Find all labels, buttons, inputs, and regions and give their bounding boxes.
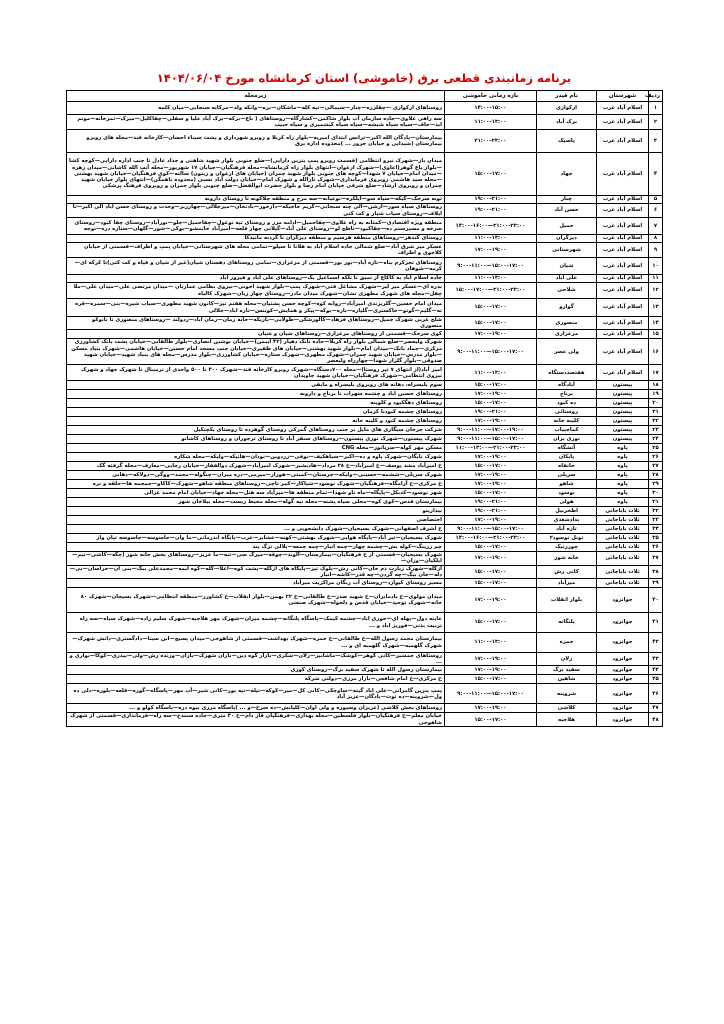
row-number: ۱: [649, 102, 663, 115]
row-number: ۲۵: [649, 444, 663, 453]
city-cell: پاوه: [597, 453, 649, 462]
time-cell: ۱۷:۰۰-۱۹:۰۰: [445, 666, 537, 675]
time-cell: ۱۹:۰۰-۲۱:۰۰: [445, 507, 537, 516]
table-row: [67, 102, 663, 115]
city-cell: اسلام آباد غرب: [597, 275, 649, 283]
area-cell: خ امیرآباد مشد یوسف—خ امیرآباد—خ ۲۸ مرداد—هادیشیر—شهرک امیرآباد—شهرک ذوالفقار—خیابان رجایی—معارف—محله گرفته گک: [67, 462, 445, 471]
row-number: ۳۳: [649, 516, 663, 525]
time-cell: ۱۵:۰۰-۱۷:۰۰: [445, 153, 537, 196]
table-row: [67, 613, 663, 633]
time-cell: ۱۵:۰۰-۱۷:۰۰: [445, 462, 537, 471]
feeder-cell: ده کبود: [537, 399, 597, 408]
area-cell: میدان باز—شهرک نیرو انتظامی (قسمت روبرو پمپ بنزین دارایی)—ضلع جنوبی بلوار شهید شاهنی و حداد عادل تا جنب اداره دارایی—کوچه کشا—بلوار باغ گوهر(اعاوی)—شهرک ارغوان—انتهای بلوار راه کرمانشاه—محله فرهنگیان—خیابان ۱۷ شهریور—محله آیت الله کاشانی—میدان زهره—میدان امام—خیابان ۷ شهدا—کوچه های جنوبی بلوار شهید چمران (خیابان های ارغوان و زیتون) سالنه—کوی فرهنگیان—خیابان شهید بهشتی—محله سید هاشمی روبروی فرمانداری—شهرک ثارالله و شهرک امام—خیابان دولت آباد نسبی (محدوده ناهمگن)—انتهای بلوار خیابان شهید چمران و روبروی ارشاد—ضلع شرقی خیابان امام رضا و بلوار حضرت ابوالفضل—ضلع جنوبی بلوار جمران و روبروی فرهنگ پرشکی: [67, 153, 445, 196]
city-cell: اسلام آباد غرب: [597, 204, 649, 218]
city-cell: اسلام آباد غرب: [597, 243, 649, 258]
row-number: ۲۶: [649, 453, 663, 462]
row-number: ۲۷: [649, 462, 663, 471]
city-cell: جوانرود: [597, 675, 649, 684]
feeder-cell: آتشگاه: [537, 444, 597, 453]
row-number: ۴۰: [649, 588, 663, 613]
table-row: [67, 299, 663, 317]
table-row: [67, 435, 663, 444]
feeder-cell: چنار: [537, 196, 597, 204]
city-cell: جوانرود: [597, 613, 649, 633]
feeder-cell: هلاجیه: [537, 713, 597, 726]
city-cell: اسلام آباد غرب: [597, 317, 649, 330]
city-cell: جوانرود: [597, 666, 649, 675]
table-row: [67, 471, 663, 480]
time-cell: ۱۹:۰۰-۲۱:۰۰: [445, 204, 537, 218]
row-number: ۵: [649, 196, 663, 204]
time-cell: ۱۱:۰۰-۱۳:۰۰: [445, 275, 537, 283]
city-cell: جوانرود: [597, 653, 649, 666]
city-cell: اسلام آباد غرب: [597, 102, 649, 115]
table-row: [67, 675, 663, 684]
row-number: ۱۳: [649, 299, 663, 317]
table-row: [67, 196, 663, 204]
city-cell: ثلاث باباجانی: [597, 579, 649, 588]
row-number: ۴۳: [649, 653, 663, 666]
row-number: ۴۷: [649, 704, 663, 713]
row-number: ۴۶: [649, 684, 663, 704]
row-number: ۴: [649, 153, 663, 196]
table-row: [67, 489, 663, 498]
area-cell: بیمارستان—پادگان الله اکبر—ترانس ابتدای امیریه—بلوار راه کربلا و روبرو شهرداری و پشت سیناء احسان—کارخانه قند—محله های روبرو بیمارستان (شیدایی و خیابان حرور ... )محدوده اداره برق: [67, 130, 445, 153]
row-number: ۳۲: [649, 507, 663, 516]
table-row: [67, 408, 663, 417]
area-cell: شلخ غربی شهرک جمیل—روستاهای فرهاد—کالورشکن—طولابی—بازیکه—خانه زمان—زمان اباد—ردولند —روستاهای منصوری تا تانوکو منصوری: [67, 317, 445, 330]
area-cell: میدان امام حسین—گلریزندی امیرآباد—روانه کوه—کوچه حسن پشتیان—محله هفتم تیر—کانون شهید مطهری—سیاب شیره—بنی—سمره—قره ته—گلیم—گوتو—خاکستری—گلپاره—بازه—بوکه—پیکر و همایش—کوتنس—تازه اباد—جلالی: [67, 299, 445, 317]
area-cell: روستای کندهر—روستاهای منطقه هرسیم و منطقه دیزگران تا گردنه مانیدکا: [67, 235, 445, 243]
feeder-cell: پایکان: [537, 453, 597, 462]
feeder-cell: خانقاه: [537, 462, 597, 471]
outage-schedule-table: [66, 90, 663, 727]
row-number: ۱۵: [649, 330, 663, 339]
feeder-cell: جهاد: [537, 153, 597, 196]
row-number: ۱۱: [649, 275, 663, 283]
feeder-cell: تونل نوسود۲: [537, 534, 597, 543]
table-row: [67, 317, 663, 330]
area-cell: سوم بلیسراه، دهانه های روبروی بلیسراه و مابقی: [67, 381, 445, 390]
city-cell: ثلاث باباجانی: [597, 565, 649, 578]
area-cell: شهرک پیستون—شهرک نوری پیستون—روستاهای سنقر آباد تا روستای ترجوران و روستاهای کاشانو: [67, 435, 445, 444]
table-row: [67, 534, 663, 543]
row-number: ۴۴: [649, 666, 663, 675]
feeder-cell: بدادشغدی: [537, 516, 597, 525]
table-row: [67, 275, 663, 283]
area-cell: بیمارستان قدس—کوی کوه—محلی سیاه پشته—محله تپه گوله—محله محیط زیست—محله بیلاخان شهر: [67, 498, 445, 507]
row-number: ۱۶: [649, 339, 663, 365]
time-cell: ۱۷:۰۰-۱۹:۰۰: [445, 516, 537, 525]
city-cell: اسلام آباد غرب: [597, 130, 649, 153]
time-cell: ۹:۰۰-۱۱:۰۰—۱۵:۰۰-۱۷:۰۰: [445, 258, 537, 275]
feeder-cell: حمزه: [537, 633, 597, 653]
area-cell: امیر آباد(از انتهای ۷ تیر روستا)—محله ۷۰۰دستگاه—شهرک روبرو کارخانه قند—شهرک ۴۰۰ تا ۵۰۰ واحدی از ترمینال تا شهرک جهاد و شهرک نیروی انتظامی—شهرک فرهنگیان—خیابان شهید جاویدان: [67, 365, 445, 381]
table-row: [67, 339, 663, 365]
time-cell: ۱۹:۰۰-۲۱:۰۰: [445, 196, 537, 204]
city-cell: اسلام آباد غرب: [597, 196, 649, 204]
time-cell: ۱۵:۰۰-۱۷:۰۰: [445, 399, 537, 408]
table-row: [67, 684, 663, 704]
table-row: [67, 462, 663, 471]
area-cell: خ اشرف اصفهانی—شهرک بسیجیان—شهرک دانشجویی و ...: [67, 525, 445, 534]
feeder-cell: ولی عصر: [537, 339, 597, 365]
table-row: [67, 704, 663, 713]
area-cell: روستاهای چشمه کبودنا کرمان: [67, 408, 445, 417]
city-cell: اسلام آباد غرب: [597, 299, 649, 317]
table-row: [67, 444, 663, 453]
city-cell: ثلاث باباجانی: [597, 516, 649, 525]
time-cell: ۱۹:۰۰-۲۱:۰۰: [445, 408, 537, 417]
table-row: [67, 653, 663, 666]
table-row: [67, 365, 663, 381]
table-row: [67, 243, 663, 258]
city-cell: اسلام آباد غرب: [597, 235, 649, 243]
row-number: ۳۶: [649, 543, 663, 552]
area-cell: عاینه دول—بهله ای—حوری اباد—چشمه کیمک—پاسگاه پلنگانه—چشمه میران—شهرک مهر هلاجیه—شهرک سلیم زاده—شهرک سیاه—سه راه تربیت بدنی—فوریژ اباد و ...: [67, 613, 445, 633]
row-number: ۳۱: [649, 498, 663, 507]
table-row: [67, 115, 663, 130]
time-cell: ۹:۰۰-۱۱:۰۰—۱۵:۰۰-۱۷:۰۰: [445, 525, 537, 534]
city-cell: ثلاث باباجانی: [597, 543, 649, 552]
row-number: ۸: [649, 235, 663, 243]
time-cell: ۱۱:۰۰-۱۳:۰۰: [445, 115, 537, 130]
city-cell: ثلاث باباجانی: [597, 534, 649, 543]
area-cell: شرکت جرخان سیگاری های مایل بر جنب روستاهای گمرکی روستای گوهرده تا روستای بکچنکیل: [67, 426, 445, 435]
feeder-cell: حمیل: [537, 218, 597, 235]
header-area: زیرمجله: [67, 91, 445, 102]
city-cell: پیستون: [597, 426, 649, 435]
header-num: ردیف: [649, 91, 663, 102]
table-row: [67, 258, 663, 275]
city-cell: ثلاث باباجانی: [597, 507, 649, 516]
table-row: [67, 204, 663, 218]
feeder-cell: شاهین: [537, 675, 597, 684]
time-cell: ۹:۰۰-۱۱:۰۰—۱۷:۰۰-۱۹:۰۰: [445, 426, 537, 435]
row-number: ۶: [649, 204, 663, 218]
feeder-cell: هولی: [537, 498, 597, 507]
feeder-cell: زلان: [537, 653, 597, 666]
time-cell: ۱۵:۰۰-۱۷:۰۰: [445, 675, 537, 684]
time-cell: ۱۷:۰۰-۱۹:۰۰: [445, 480, 537, 489]
table-row: [67, 565, 663, 578]
row-number: ۳۴: [649, 525, 663, 534]
row-number: ۴۵: [649, 675, 663, 684]
feeder-cell: دیزگران: [537, 235, 597, 243]
area-cell: روستاهای بخش کلاشی (عزیزان وسیوره و ولی اوان—کلپانش—ده سرخ—و ... )پاسگاه مرزی بیوه دره—پاسگاه کولو و ...: [67, 704, 445, 713]
city-cell: اسلام آباد غرب: [597, 283, 649, 299]
time-cell: ۱۵:۰۰-۱۷:۰۰: [445, 579, 537, 588]
feeder-cell: منصوری: [537, 317, 597, 330]
city-cell: جوانرود: [597, 713, 649, 726]
feeder-cell: شروینه: [537, 684, 597, 704]
city-cell: اسلام آباد غرب: [597, 339, 649, 365]
city-cell: اسلام آباد غرب: [597, 365, 649, 381]
time-cell: ۱۵:۰۰-۱۷:۰۰: [445, 299, 537, 317]
time-cell: ۱۵:۰۰-۱۷:۰۰: [445, 613, 537, 633]
feeder-cell: کلاشی: [537, 704, 597, 713]
time-cell: ۱۵:۰۰-۱۷:۰۰: [445, 713, 537, 726]
city-cell: پاوه: [597, 489, 649, 498]
feeder-cell: میرآباد: [537, 579, 597, 588]
area-cell: شهرک ولیعصر—ضلع شمالی بلوار راه کربلا—جاده تانک دهیار (۴۲ ایبمن)—خیابان نوشین انصاری—بلوار طالقانی—خیابان پشت بانک کشاورزی مرکزی—جماد بانک—میدان امام—بلوار شهید بهشتی—خیابان های ظفیری—خیابان جنب مسجد امام حسین—خیابان هاشمی—شهرک بنیاد مسکن—بلوار مدرس—خیابان شهید چمران—شهرک مطهری—شهرک ستاره—خیابان کشاورزی—بلوار مدرس—محله های بنیاد شهید—خیابان شهید صدوقی—بلوار گلزار شهدا—چهارراه ولیعصر: [67, 339, 445, 365]
city-cell: اسلام آباد غرب: [597, 153, 649, 196]
schedule-page: [66, 66, 662, 727]
time-cell: ۱۵:۰۰-۱۷:۰۰: [445, 565, 537, 578]
area-cell: بیمارستان محمد رسول الله—خ طالقانی—خ حمزه—شهرک بهداشت—قسمتی از شاهوجی—میدان پسیج—ابن سینا—دادگستری—دانش شهرک—شهرک گلهمبه—شهرک گلهمبه ای و ...: [67, 633, 445, 653]
area-cell: پمپ بنزین گامرانی—علی اباد گیته—ساوجکی—کانی کل—میر—کوکه—تیله—تپه بور—کانی شیر—آب مهر—پاسگاه—گوره—قلعه—بلوره—دلی ده ول—شروینه—ده توت—بادگان—عزیز آباد: [67, 684, 445, 704]
city-cell: ثلاث باباجانی: [597, 525, 649, 534]
feeder-cell: سرپلی: [537, 471, 597, 480]
time-cell: ۱۱:۰۰-۱۳:۰۰—۲۱:۰۰-۲۳:۰۰: [445, 444, 537, 453]
feeder-cell: اطخربیل: [537, 507, 597, 516]
time-cell: ۱۱:۰۰-۱۳:۰۰: [445, 633, 537, 653]
table-row: [67, 426, 663, 435]
area-cell: روستاهای ارکوازی —چقلرزه—چنار—سیمالی—تپه کله—ماشکان—بزه—وانکه ولد—مرکانه سنجابی—میان کلمه: [67, 102, 445, 115]
table-row: [67, 330, 663, 339]
city-cell: پیستون: [597, 390, 649, 399]
time-cell: ۱۷:۰۰-۱۹:۰۰: [445, 704, 537, 713]
feeder-cell: شیان: [537, 258, 597, 275]
area-cell: شهرک بسیجیان—تیر آباد—پایگاه هوایی—شهرک بهشتی—کهنه—عشایر—غرب—پایگاه اندرمانی—ما وان—جاسوسه—جاسوسه تپان وار: [67, 534, 445, 543]
feeder-cell: بلوار انقلاب: [537, 588, 597, 613]
time-cell: ۱۷:۰۰-۱۹:۰۰: [445, 417, 537, 426]
feeder-cell: کانی رش: [537, 565, 597, 578]
city-cell: پیستون: [597, 399, 649, 408]
area-cell: تونه سرخک—گیکه—سیاه سو—ایلکره—نوعیانه—سه مرج و منطقه چلاکونه تا روستای دارونه: [67, 196, 445, 204]
feeder-cell: کلیبه خانه: [537, 417, 597, 426]
area-cell: خ مرکزی—خ امام شافعی—بازار مرزی—دولتی شرکه: [67, 675, 445, 684]
area-cell: روستاهای سیاه سور—ارشن—آلی چنه سنجابی—گریم حاجیکه—دارخور—بادنحان—میرجلالی—چهارزبر—وحدت و روستای حسن آباد آلی اکبر—تا ایلاف—روستای سیاب شیار و کت کتی: [67, 204, 445, 218]
row-number: ۲۹: [649, 480, 663, 489]
area-cell: روستاهای حسین اباد و چشمه سهراب تا برناج و دارونه: [67, 390, 445, 399]
table-row: [67, 633, 663, 653]
city-cell: پاوه: [597, 444, 649, 453]
table-row: [67, 713, 663, 726]
area-cell: خ مرکزی—خ آرامگاه—فرهنگیان—شهرک نوسود—شیاکار—کمر تاچی—روستاهای منطقه شاهو—شهرک—کاکاو—جمجمه ها—حلقه و نره: [67, 480, 445, 489]
time-cell: ۱۵:۰۰-۱۷:۰۰: [445, 381, 537, 390]
time-cell: ۱۷:۰۰-۱۹:۰۰: [445, 653, 537, 666]
row-number: ۲۲: [649, 417, 663, 426]
row-number: ۴۲: [649, 633, 663, 653]
city-cell: جوانرود: [597, 704, 649, 713]
time-cell: ۲۱:۰۰-۲۳:۰۰: [445, 130, 537, 153]
time-cell: ۱۱:۰۰-۱۳:۰۰: [445, 235, 537, 243]
area-cell: روستاهای تجرکرم بناه—تازه آباد—بور بور—قسمتی از مرغزاری—تمامی روستاهای دهستان شیان(غیر از شیان و فیاه و کت کتی)تا کرکه ای—کرمه—شوهان: [67, 258, 445, 275]
row-number: ۷: [649, 218, 663, 235]
feeder-cell: نوزی بران: [537, 435, 597, 444]
row-number: ۳۰: [649, 489, 663, 498]
header-feeder: نام فیدر: [537, 91, 597, 102]
time-cell: ۱۵:۰۰-۱۷:۰۰: [445, 543, 537, 552]
time-cell: ۱۴:۰۰-۱۶:۰۰—۲۱:۰۰-۲۳:۰۰: [445, 534, 537, 543]
row-number: ۲۴: [649, 435, 663, 444]
row-number: ۱۴: [649, 317, 663, 330]
city-cell: اسلام آباد غرب: [597, 218, 649, 235]
table-row: [67, 507, 663, 516]
area-cell: بدره ای—عسکر میر لیر—شهرک مشاغل فنی—شهرک پمپ—بلوار شهید اخونی—نیروی نظامی عمارتان —میدان مرتضی علی—میدان علی—ملا چفل—محله های شهرک مطهری نشان—شهرک میدان مادر—روستای چهار زبان—شهرک کالیاه: [67, 283, 445, 299]
table-row: [67, 390, 663, 399]
table-row: [67, 525, 663, 534]
feeder-cell: تازه آباد: [537, 525, 597, 534]
row-number: ۲۰: [649, 399, 663, 408]
city-cell: پاوه: [597, 462, 649, 471]
city-cell: جوانرود: [597, 633, 649, 653]
time-cell: ۱۷:۰۰-۱۹:۰۰: [445, 453, 537, 462]
feeder-cell: برناج: [537, 390, 597, 399]
table-row: [67, 516, 663, 525]
row-number: ۱۷: [649, 365, 663, 381]
city-cell: پاوه: [597, 471, 649, 480]
time-cell: ۱۷:۰۰-۱۹:۰۰: [445, 330, 537, 339]
table-row: [67, 130, 663, 153]
city-cell: اسلام آباد غرب: [597, 330, 649, 339]
area-cell: بیمارستان رسول الله تا شهرک سفید برگ—روستای کوری: [67, 666, 445, 675]
table-header-row: [67, 91, 663, 102]
area-cell: روستاهای دهگکبود و کلوینه: [67, 399, 445, 408]
feeder-cell: خانه شور: [537, 552, 597, 565]
time-cell: ۱۷:۰۰-۱۹:۰۰: [445, 390, 537, 399]
row-number: ۲: [649, 115, 663, 130]
time-cell: ۱۴:۰۰-۱۶:۰۰—۲۱:۰۰-۲۳:۰۰: [445, 218, 537, 235]
time-cell: ۱۷:۰۰-۱۹:۰۰: [445, 552, 537, 565]
time-cell: ۹:۰۰-۱۱:۰۰—۱۵:۰۰-۱۷:۰۰: [445, 339, 537, 365]
feeder-cell: نوسود: [537, 489, 597, 498]
time-cell: ۱۴:۰۰-۱۵:۰۰: [445, 102, 537, 115]
row-number: ۳: [649, 130, 663, 153]
city-cell: جوانرود: [597, 684, 649, 704]
table-row: [67, 235, 663, 243]
area-cell: شهرک بایگان—شهرک پاوه و ده—اکبر—سیاهکیف—نوفی—زردوین—نودان—هانیکه—ولیکه—محله شکاره: [67, 453, 445, 462]
table-row: [67, 453, 663, 462]
table-row: [67, 480, 663, 489]
table-row: [67, 666, 663, 675]
area-cell: ازگله—شهرک زیارت ذم خان—کانی رش—بلوک تیز—پایگاه های ازگله—پشت کوه—اعلا—گله—کوه ایمه—محمدعلی بیگ—بنی آن—خراسان—بی—دله—خان بیگ—چه گردن—چه قدر—کاشه—انبار: [67, 565, 445, 578]
feeder-cell: روستائی: [537, 408, 597, 417]
row-number: ۱۲: [649, 283, 663, 299]
area-cell: جاده اسلام آباد به کاکاع از تمیق تا تلکه اسماعیل بک—روستاهای علی آباد و فیروز آباد: [67, 275, 445, 283]
feeder-cell: شهرستانی: [537, 243, 597, 258]
area-cell: اختصاصی: [67, 516, 445, 525]
row-number: ۳۵: [649, 534, 663, 543]
area-cell: چم زرینگ—کوله بش—چشمه چهار—چمه انبار—چمه جمعه—بلالی ترگ بند: [67, 543, 445, 552]
time-cell: ۱۵:۰۰-۱۷:۰۰—۲۱:۰۰-۲۳:۰۰: [445, 283, 537, 299]
table-row: [67, 153, 663, 196]
time-cell: ۱۷:۰۰-۱۹:۰۰: [445, 471, 537, 480]
area-cell: شهرک بسیجیان—قسمتی از خ فرهنگیان—بیمارستان—آلوند—چوقه—میرگ سی—تنه—ما عزیز—روستاهای بخش خانه شور (جگه—کاشی—نیم—ایلکیان—وزان—: [67, 552, 445, 565]
time-cell: ۱۵:۰۰-۱۷:۰۰: [445, 317, 537, 330]
feeder-cell: کماجبیاب: [537, 426, 597, 435]
area-cell: مسیر روستای کیوارد—روستای آب زنگان مراکزیت میرآباد: [67, 579, 445, 588]
row-number: ۳۷: [649, 552, 663, 565]
area-cell: منطقه ویژه اقتصادی—کمتانه به راه علاوی—چقاحمیل—ادامه مرز و روستای تپه نوغول—چقاحمیل—جلو—نورآباد—روستای چقا کبود—روستای سرخه و مسیرستم ده—چقاکبود—ناطح لو—روستای علی آباد—گیلانی چهار قلعه—امیرآباد خاتمشو—بوکی—شور—گلهان—ستاره دره—نوجه: [67, 218, 445, 235]
header-city: شهرستان: [597, 91, 649, 102]
feeder-cell: شلاحی: [537, 283, 597, 299]
city-cell: پیستون: [597, 408, 649, 417]
area-cell: خیابان معلم—خ فرهنگیان—بلوار فلسطین—محله بهداری—فرهنگیان قاز دام—خ ۴۰ متری—جاده سنندج—سه راه—فرمانداری—قسمتی از شهرک شاهوجی: [67, 713, 445, 726]
time-cell: ۱۵:۰۰-۱۷:۰۰: [445, 489, 537, 498]
row-number: ۲۸: [649, 471, 663, 480]
city-cell: اسلام آباد غرب: [597, 258, 649, 275]
row-number: ۱۹: [649, 390, 663, 399]
feeder-cell: حسن آباد: [537, 204, 597, 218]
feeder-cell: چوزرنیک: [537, 543, 597, 552]
feeder-cell: ارکوازی: [537, 102, 597, 115]
row-number: ۴۱: [649, 613, 663, 633]
area-cell: سه راهی علاوی—جاده سازمان آب بلوار شاکمن—کشارگاه—روستاهای ( باغ—برکه—برک آباد علیا و سفلی—چقاکلیل—میرک—ثمرخانه—موتم اید—جاف—سیاه سیاه شیشه—سیاه سیاه کیشمیری و سیاه حبیب: [67, 115, 445, 130]
feeder-cell: گوارو: [537, 299, 597, 317]
area-cell: شهر نوسود—کدبکل—پایگاه—ماه ناو شهدا—تمام منطقه ها—میرآباد سه هتل—محله جهاد—خیابان امام محمد غزالی: [67, 489, 445, 498]
city-cell: ثلاث باباجانی: [597, 552, 649, 565]
feeder-cell: برک آباد: [537, 115, 597, 130]
table-row: [67, 283, 663, 299]
area-cell: روستاهای چشمه کبود و کلیبه خانه: [67, 417, 445, 426]
table-row: [67, 588, 663, 613]
table-row: [67, 218, 663, 235]
row-number: ۹: [649, 243, 663, 258]
area-cell: میدان مولوی—خ یادمانزان—خ شهید صدر—خ طالقانی—خ ۲۲ بهمن—بلوار انقلاب—خ کشاورز—منطقه انتظامی—شهرک بسیجان—شهرک ۸۰ خانه—شهرک توحید—خیابان قدس و دلخواه—شهرک صنعتی: [67, 588, 445, 613]
table-row: [67, 579, 663, 588]
page-title: برنامه زمانبندی قطعی برق (خاموشی) استان کرمانشاه مورخ ۱۴۰۴/۰۶/۰۴: [156, 71, 572, 85]
time-cell: ۱۷:۰۰-۱۹:۰۰: [445, 243, 537, 258]
feeder-cell: شاهو: [537, 480, 597, 489]
table-row: [67, 498, 663, 507]
time-cell: ۹:۰۰-۱۱:۰۰—۱۵:۰۰-۱۷:۰۰: [445, 684, 537, 704]
area-cell: کوی سرخک—قسمتی از روستاهای مرغزاری—روستاهای شیان و شیان: [67, 330, 445, 339]
area-cell: عسکر میر شرق آباد—ضلع شمالی جاده اسلام آباد به هلانا تا سیلو—تمامی محله های شهرستانی—خیابان پمپ و اطراف—قسمتی از خیابان کلاجوی و اطراف: [67, 243, 445, 258]
table-row: [67, 417, 663, 426]
row-number: ۳۸: [649, 565, 663, 578]
feeder-cell: مرغزاری: [537, 330, 597, 339]
row-number: ۴۸: [649, 713, 663, 726]
row-number: ۱۰: [649, 258, 663, 275]
area-cell: بیدارینو: [67, 507, 445, 516]
city-cell: جوانرود: [597, 588, 649, 613]
row-number: ۳۹: [649, 579, 663, 588]
time-cell: ۹:۰۰-۱۱:۰۰—۱۵:۰۰-۱۷:۰۰: [445, 435, 537, 444]
time-cell: ۱۷:۰۰-۱۹:۰۰: [445, 588, 537, 613]
city-cell: پاوه: [597, 498, 649, 507]
row-number: ۲۱: [649, 408, 663, 417]
row-number: ۱۸: [649, 381, 663, 390]
time-cell: ۱۹:۰۰-۲۱:۰۰: [445, 498, 537, 507]
feeder-cell: آبادگاه: [537, 381, 597, 390]
header-time: بازه زمانی خاموشی: [445, 91, 537, 102]
area-cell: روستاهای جمشیر—کانی گوهر—کوشک—ماشانیر—زلان—شکری—بازار گوه دین—بازان شهرک—بازان—ورنده رش—ولی—بیدری—کوکا—نواری و ...: [67, 653, 445, 666]
time-cell: ۱۱:۰۰-۱۳:۰۰: [445, 365, 537, 381]
city-cell: پاوه: [597, 480, 649, 489]
feeder-cell: پلنگانه: [537, 613, 597, 633]
table-row: [67, 543, 663, 552]
feeder-cell: علی آباد: [537, 275, 597, 283]
row-number: ۲۳: [649, 426, 663, 435]
feeder-cell: هفتصددستگاه: [537, 365, 597, 381]
table-row: [67, 399, 663, 408]
table-row: [67, 552, 663, 565]
table-body: [67, 102, 663, 727]
feeder-cell: یاسیک: [537, 130, 597, 153]
city-cell: پیستون: [597, 381, 649, 390]
area-cell: شهرک سرپلی—ششمه—حسینی—ولیکه—جرستان—کمیتی—هوراز—میرمی—دره میران—چنگوله—محمد—ووگی—دولاکه—دهانی: [67, 471, 445, 480]
area-cell: مسکن مهر کوله—سرپانور—محله CNG: [67, 444, 445, 453]
table-row: [67, 381, 663, 390]
city-cell: پیستون: [597, 435, 649, 444]
city-cell: پیستون: [597, 417, 649, 426]
feeder-cell: سفید برگ: [537, 666, 597, 675]
city-cell: اسلام آباد غرب: [597, 115, 649, 130]
